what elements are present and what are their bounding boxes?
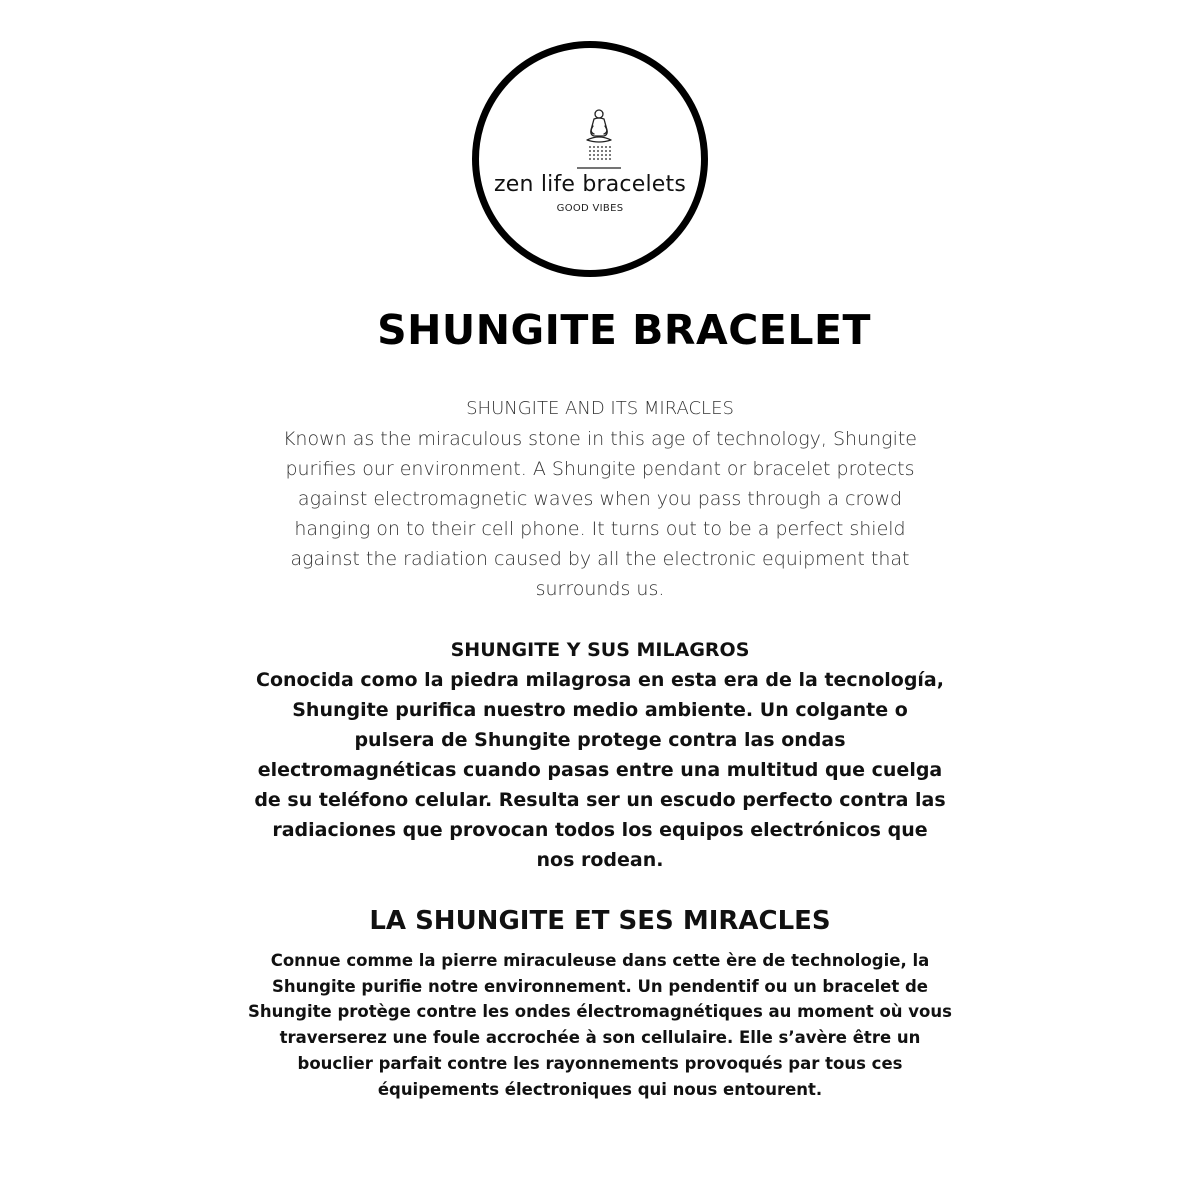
spanish-body: Conocida como la piedra milagrosa en esta era de la tecnología, Shungite purifica nuestro medio ambiente. Un colgante o pulsera de Shungite protege contra las ondas electromagnéticas cuando pasas entre una multitud que cuelga de su teléfono celular. Resulta ser un escudo perfecto contra las radiaciones que provocan todos los equipos electrónicos que nos rodean. [254, 669, 946, 871]
meditating-figure-icon [577, 108, 621, 170]
english-section [240, 394, 960, 604]
brand-logo [472, 41, 708, 277]
french-body: Connue comme la pierre miraculeuse dans cette ère de technologie, la Shungite purifie notre environnement. Un pendentif ou un bracelet de Shungite protège contre les ondes électromagnétiques au moment où vous traverserez une foule accrochée à son cellulaire. Elle s’avère être un bouclier parfait contre les rayonnements provoqués par tous ces équipements électroniques qui nous entourent. [248, 951, 952, 1099]
spanish-section [240, 635, 960, 875]
french-heading: LA SHUNGITE ET SES MIRACLES [369, 906, 831, 936]
english-body: Known as the miraculous stone in this age of technology, Shungite purifies our environment. A Shungite pendant or bracelet protects against electromagnetic waves when you pass through a crowd hanging on to their cell phone. It turns out to be a perfect shield against the radiation caused by all the electronic equipment that surrounds us. [282, 428, 918, 600]
brand-name: zen life bracelets [494, 172, 686, 197]
english-heading: SHUNGITE AND ITS MIRACLES [466, 398, 734, 419]
spanish-heading: SHUNGITE Y SUS MILAGROS [450, 639, 750, 661]
page-title: SHUNGITE BRACELET [377, 306, 871, 354]
french-section [240, 948, 960, 1102]
brand-tagline: GOOD VIBES [556, 203, 624, 214]
